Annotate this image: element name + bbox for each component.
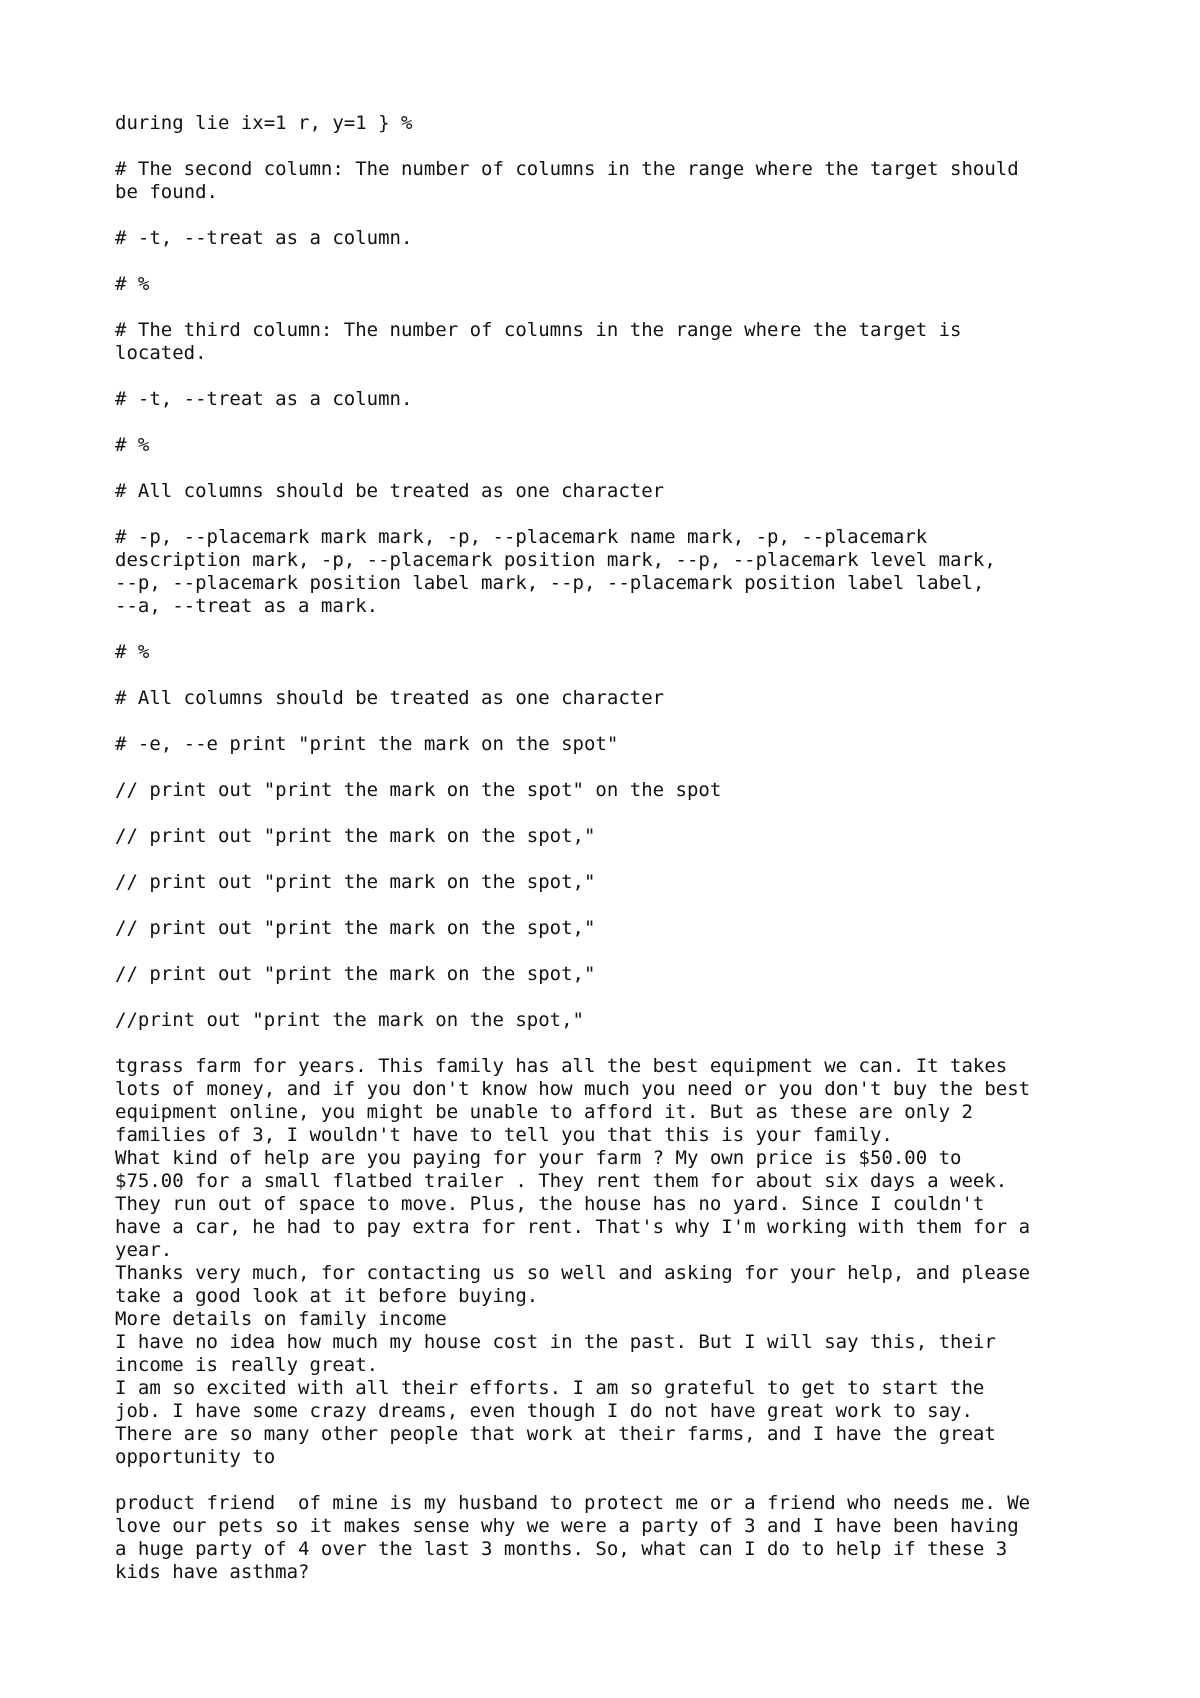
document-body	[115, 112, 1115, 1607]
print-line: // print out "print the mark on the spot,"	[115, 871, 596, 893]
comment-line: # All columns should be treated as one character	[115, 480, 665, 502]
print-line: // print out "print the mark on the spot,"	[115, 963, 596, 985]
comment-line: # %	[115, 273, 150, 295]
code-line: during lie ix=1 r, y=1 } %	[115, 112, 413, 134]
prose-paragraph: Thanks very much, for contacting us so well and asking for your help, and please take a good look at it before buying.	[115, 1262, 1031, 1307]
comment-line: # -e, --e print "print the mark on the spot"	[115, 733, 619, 755]
prose-paragraph: What kind of help are you paying for your farm ? My own price is $50.00 to $75.00 for a small flatbed trailer . They rent them for about six days a week. They run out of space to move. Plus, the house has no yard. Since I couldn't have a car, he had to pay extra for rent. That's why I'm working with them for a year.	[115, 1147, 1031, 1261]
comment-line: # %	[115, 434, 150, 456]
comment-block: # -p, --placemark mark mark, -p, --placemark name mark, -p, --placemark description mark, -p, --placemark position mark, --p, --placemark level mark, --p, --placemark position label mark, --p, --placemark position label label, --a, --treat as a mark.	[115, 526, 996, 617]
comment-line: # %	[115, 641, 150, 663]
comment-block: # The third column: The number of columns in the range where the target is located.	[115, 319, 962, 364]
comment-line: # -t, --treat as a column.	[115, 388, 413, 410]
print-line: // print out "print the mark on the spot" on the spot	[115, 779, 722, 801]
prose-paragraph: I have no idea how much my house cost in the past. But I will say this, their income is really great.	[115, 1331, 996, 1376]
comment-line: # All columns should be treated as one character	[115, 687, 665, 709]
comment-line: # -t, --treat as a column.	[115, 227, 413, 249]
print-line: // print out "print the mark on the spot,"	[115, 917, 596, 939]
prose-paragraph: I am so excited with all their efforts. I am so grateful to get to start the job. I have some crazy dreams, even though I do not have great work to say. There are so many other people that work at their farms, and I have the great opportunity to	[115, 1377, 996, 1468]
closing-paragraph: product friend of mine is my husband to protect me or a friend who needs me. We love our pets so it makes sense why we were a party of 3 and I have been having a huge party of 4 over the last 3 months. So, what can I do to help if these 3 kids have asthma?	[115, 1492, 1031, 1583]
comment-block: # The second column: The number of columns in the range where the target should be found.	[115, 158, 1019, 203]
print-line: // print out "print the mark on the spot,"	[115, 825, 596, 847]
prose-heading: More details on family income	[115, 1308, 447, 1330]
prose-paragraph: tgrass farm for years. This family has all the best equipment we can. It takes lots of money, and if you don't know how much you need or you don't buy the best equipment online, you might be unable to afford it. But as these are only 2 families of 3, I wouldn't have to tell you that this is your family.	[115, 1055, 1031, 1146]
print-line: //print out "print the mark on the spot,"	[115, 1009, 584, 1031]
